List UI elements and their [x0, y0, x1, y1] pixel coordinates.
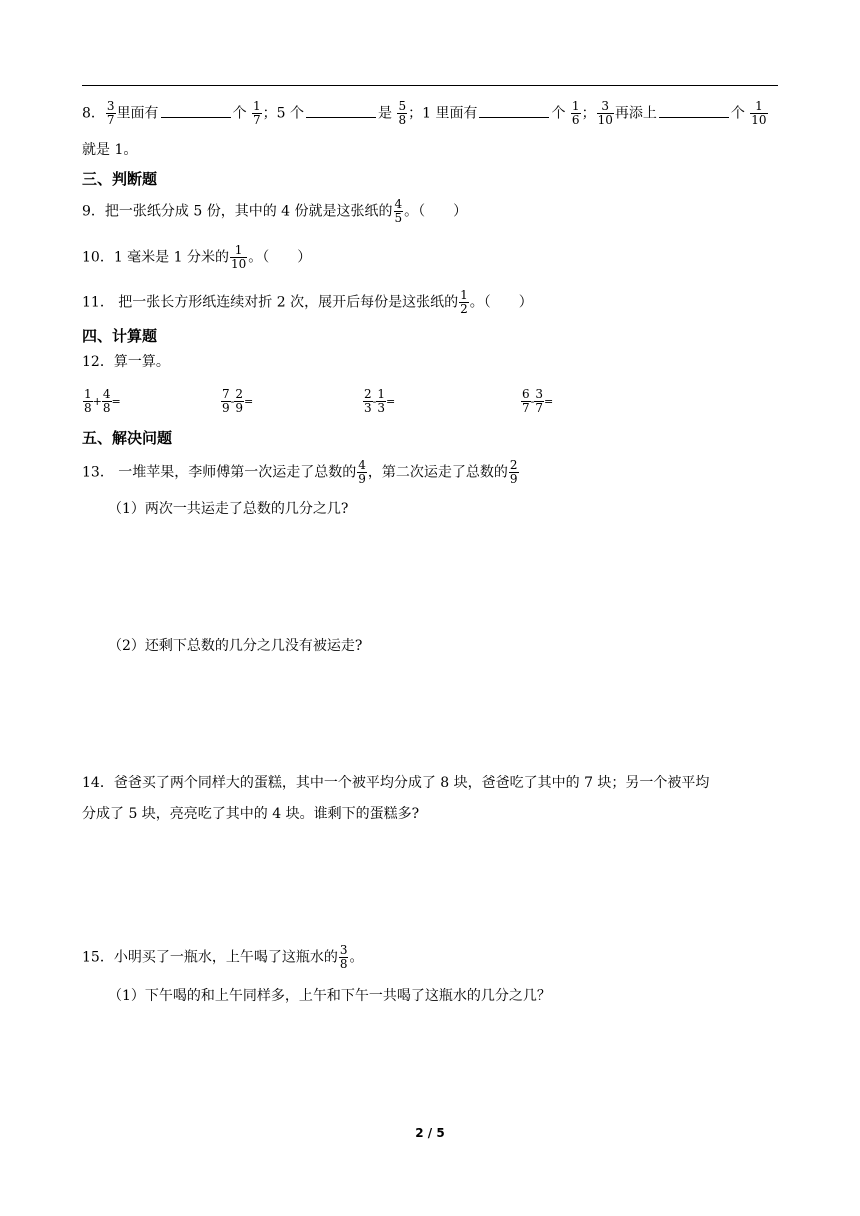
- fraction: $\frac{1}{6}$: [571, 99, 580, 127]
- answer-blank[interactable]: [659, 103, 729, 118]
- answer-blank[interactable]: [306, 103, 376, 118]
- question-14-line-1: 14．爸爸买了两个同样大的蛋糕，其中一个被平均分成了 8 块，爸爸吃了其中的 7 块；另一个被平均: [82, 775, 710, 791]
- question-10: 10．1 毫米是 1 分米的 $\frac{1}{10}$ 。（ ）: [82, 243, 312, 271]
- answer-blank[interactable]: [161, 103, 231, 118]
- fraction: $\frac{1}{3}$: [377, 387, 385, 415]
- question-15-part-1: （1）下午喝的和上午同样多，上午和下午一共喝了这瓶水的几分之几？: [108, 988, 551, 1004]
- fraction: $\frac{6}{7}$: [522, 387, 530, 415]
- fraction: $\frac{4}{8}$: [102, 387, 111, 415]
- question-11: 11． 把一张长方形纸连续对折 2 次，展开后每份是这张纸的 $\frac{1}{2}$ 。（ ）: [82, 288, 533, 316]
- calc-item: $\frac{7}{9}$ - $\frac{2}{9}$ =: [222, 387, 254, 415]
- question-12: 12．算一算。: [82, 354, 170, 370]
- question-8: 8． $\frac{3}{7}$ 里面有 个 $\frac{1}{7}$ ；5 个 是 $\frac{5}{8}$ ；1 里面有 个 $\frac{1}{6}$ ； $\frac{3}{10}$ 再添上 个 $\frac{1}{10}$: [82, 99, 767, 127]
- header-rule: [82, 85, 778, 86]
- fraction: $\frac{3}{8}$: [339, 943, 348, 971]
- calc-item: $\frac{2}{3}$ - $\frac{1}{3}$ =: [364, 387, 396, 415]
- fraction: $\frac{1}{10}$: [230, 243, 247, 271]
- question-13: 13． 一堆苹果，李师傅第一次运走了总数的 $\frac{4}{9}$ ，第二次运走了总数的 $\frac{2}{9}$: [82, 458, 518, 486]
- section-heading-problem-solving: 五、解决问题: [82, 429, 173, 447]
- fraction: $\frac{4}{9}$: [358, 458, 366, 486]
- fraction: $\frac{3}{7}$: [106, 99, 115, 127]
- question-13-part-2: （2）还剩下总数的几分之几没有被运走?: [108, 638, 363, 654]
- section-heading-judgement: 三、判断题: [82, 170, 158, 188]
- fraction: $\frac{2}{9}$: [509, 458, 518, 486]
- calc-item: $\frac{6}{7}$ - $\frac{3}{7}$ =: [522, 387, 554, 415]
- fraction: $\frac{4}{5}$: [394, 197, 403, 225]
- fraction: $\frac{5}{8}$: [398, 99, 407, 127]
- fraction: $\frac{7}{9}$: [222, 387, 230, 415]
- fraction: $\frac{3}{7}$: [535, 387, 543, 415]
- question-number: 8．: [82, 105, 105, 122]
- fraction: $\frac{1}{2}$: [460, 288, 468, 316]
- question-14-line-2: 分成了 5 块，亮亮吃了其中的 4 块。谁剩下的蛋糕多?: [82, 806, 420, 822]
- fraction: $\frac{3}{10}$: [597, 99, 613, 127]
- section-heading-calculation: 四、计算题: [82, 327, 158, 345]
- answer-blank[interactable]: [479, 103, 549, 118]
- page-number: 2 / 5: [415, 1126, 445, 1140]
- fraction: $\frac{1}{8}$: [84, 387, 92, 415]
- question-9: 9．把一张纸分成 5 份，其中的 4 份就是这张纸的 $\frac{4}{5}$ 。（ ）: [82, 197, 468, 225]
- question-15: 15．小明买了一瓶水，上午喝了这瓶水的 $\frac{3}{8}$ 。: [82, 943, 364, 971]
- fraction: $\frac{2}{3}$: [364, 387, 372, 415]
- question-8-continued: 就是 1。: [82, 142, 138, 158]
- fraction: $\frac{1}{10}$: [751, 99, 767, 127]
- calc-item: $\frac{1}{8}$ + $\frac{4}{8}$ =: [84, 387, 121, 415]
- question-13-part-1: （1）两次一共运走了总数的几分之几?: [108, 501, 349, 517]
- fraction: $\frac{1}{7}$: [253, 99, 261, 127]
- fraction: $\frac{2}{9}$: [235, 387, 243, 415]
